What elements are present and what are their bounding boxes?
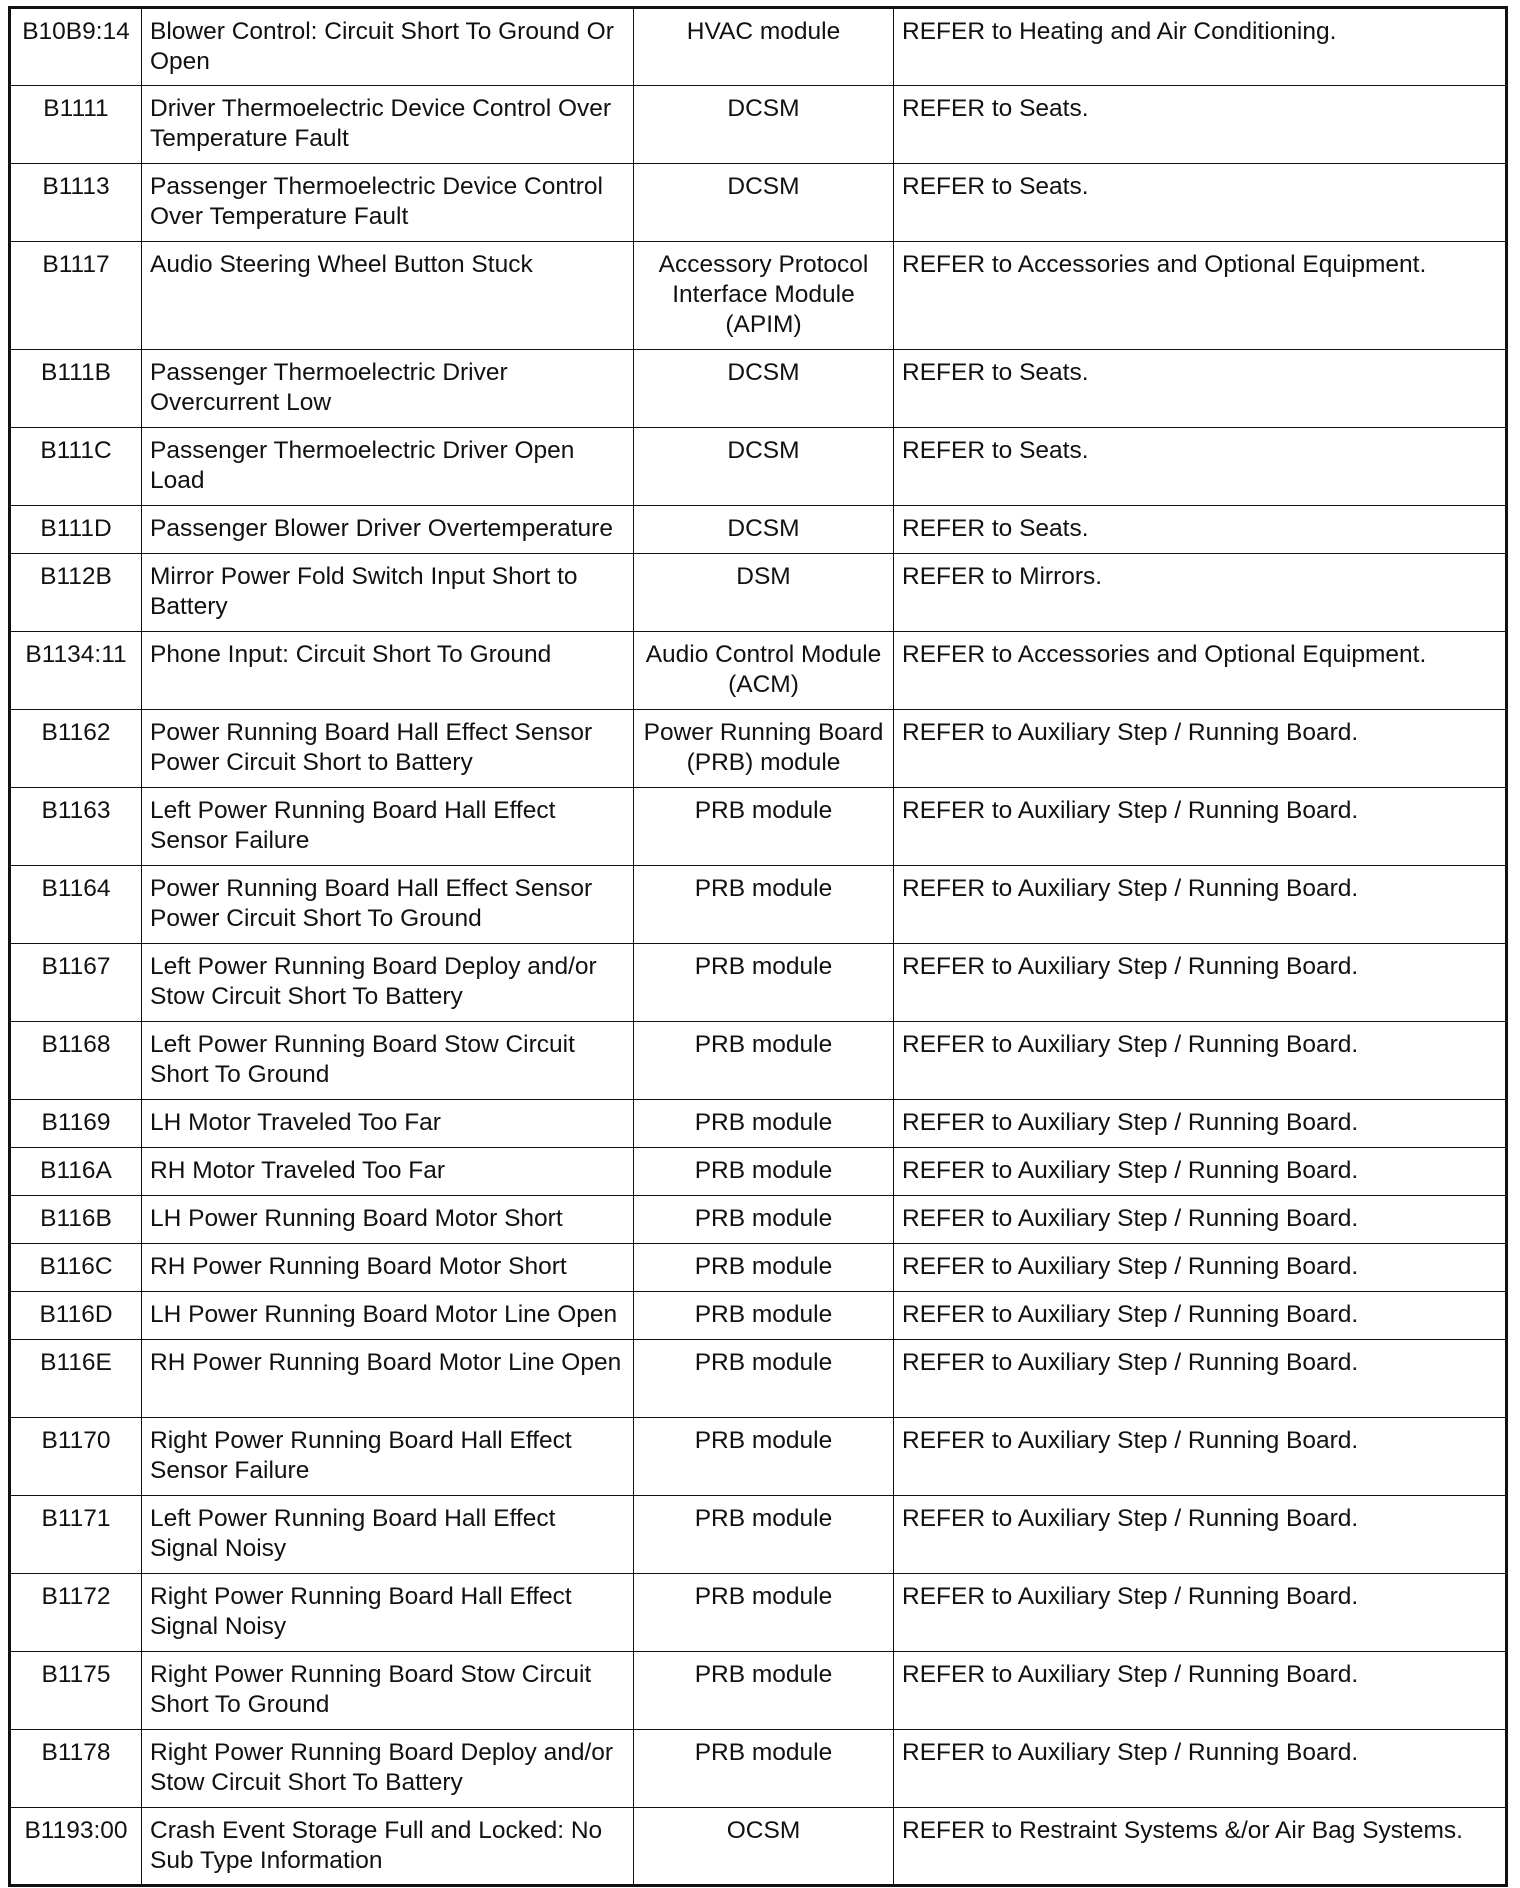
dtc-code-cell: B1163 bbox=[10, 788, 142, 866]
dtc-module-cell: PRB module bbox=[634, 1730, 894, 1808]
dtc-module-cell: PRB module bbox=[634, 1022, 894, 1100]
dtc-module-cell: PRB module bbox=[634, 1244, 894, 1292]
dtc-module-cell: Accessory Protocol Interface Module (APIM) bbox=[634, 242, 894, 350]
dtc-action-cell: REFER to Auxiliary Step / Running Board. bbox=[894, 788, 1507, 866]
dtc-module-cell: PRB module bbox=[634, 1196, 894, 1244]
dtc-action-cell: REFER to Auxiliary Step / Running Board. bbox=[894, 1340, 1507, 1418]
table-row bbox=[10, 1496, 1507, 1574]
dtc-action-cell: REFER to Auxiliary Step / Running Board. bbox=[894, 1418, 1507, 1496]
table-row bbox=[10, 1244, 1507, 1292]
dtc-action-cell: REFER to Auxiliary Step / Running Board. bbox=[894, 1292, 1507, 1340]
dtc-module-cell: DCSM bbox=[634, 86, 894, 164]
table-row bbox=[10, 1340, 1507, 1418]
table-row bbox=[10, 710, 1507, 788]
dtc-action-cell: REFER to Accessories and Optional Equipment. bbox=[894, 242, 1507, 350]
table-row bbox=[10, 1148, 1507, 1196]
dtc-action-cell: REFER to Auxiliary Step / Running Board. bbox=[894, 944, 1507, 1022]
dtc-action-cell: REFER to Seats. bbox=[894, 506, 1507, 554]
dtc-description-cell: LH Motor Traveled Too Far bbox=[142, 1100, 634, 1148]
dtc-description-cell: Phone Input: Circuit Short To Ground bbox=[142, 632, 634, 710]
dtc-code-cell: B111D bbox=[10, 506, 142, 554]
dtc-code-cell: B116B bbox=[10, 1196, 142, 1244]
dtc-module-cell: OCSM bbox=[634, 1808, 894, 1886]
dtc-code-cell: B1168 bbox=[10, 1022, 142, 1100]
dtc-module-cell: PRB module bbox=[634, 1574, 894, 1652]
dtc-action-cell: REFER to Auxiliary Step / Running Board. bbox=[894, 1574, 1507, 1652]
dtc-code-cell: B1117 bbox=[10, 242, 142, 350]
dtc-action-cell: REFER to Mirrors. bbox=[894, 554, 1507, 632]
dtc-module-cell: DCSM bbox=[634, 164, 894, 242]
dtc-description-cell: Left Power Running Board Hall Effect Sensor Failure bbox=[142, 788, 634, 866]
dtc-code-cell: B116E bbox=[10, 1340, 142, 1418]
dtc-description-cell: Left Power Running Board Hall Effect Signal Noisy bbox=[142, 1496, 634, 1574]
dtc-code-cell: B1134:11 bbox=[10, 632, 142, 710]
dtc-module-cell: HVAC module bbox=[634, 8, 894, 86]
dtc-action-cell: REFER to Accessories and Optional Equipment. bbox=[894, 632, 1507, 710]
table-row bbox=[10, 1808, 1507, 1886]
dtc-code-cell: B1167 bbox=[10, 944, 142, 1022]
table-row bbox=[10, 866, 1507, 944]
dtc-code-cell: B1178 bbox=[10, 1730, 142, 1808]
table-row bbox=[10, 1574, 1507, 1652]
dtc-action-cell: REFER to Auxiliary Step / Running Board. bbox=[894, 1652, 1507, 1730]
dtc-description-cell: Right Power Running Board Stow Circuit Short To Ground bbox=[142, 1652, 634, 1730]
dtc-description-cell: Right Power Running Board Hall Effect Sensor Failure bbox=[142, 1418, 634, 1496]
dtc-description-cell: Passenger Blower Driver Overtemperature bbox=[142, 506, 634, 554]
table-row bbox=[10, 1196, 1507, 1244]
dtc-description-cell: Driver Thermoelectric Device Control Over Temperature Fault bbox=[142, 86, 634, 164]
dtc-code-cell: B1175 bbox=[10, 1652, 142, 1730]
dtc-code-cell: B1172 bbox=[10, 1574, 142, 1652]
table-row bbox=[10, 788, 1507, 866]
table-row bbox=[10, 1022, 1507, 1100]
dtc-action-cell: REFER to Seats. bbox=[894, 428, 1507, 506]
dtc-code-cell: B1111 bbox=[10, 86, 142, 164]
dtc-code-cell: B1171 bbox=[10, 1496, 142, 1574]
dtc-description-cell: Crash Event Storage Full and Locked: No Sub Type Information bbox=[142, 1808, 634, 1886]
dtc-action-cell: REFER to Auxiliary Step / Running Board. bbox=[894, 1730, 1507, 1808]
dtc-description-cell: LH Power Running Board Motor Short bbox=[142, 1196, 634, 1244]
dtc-description-cell: Right Power Running Board Hall Effect Signal Noisy bbox=[142, 1574, 634, 1652]
table-row bbox=[10, 1100, 1507, 1148]
dtc-description-cell: Passenger Thermoelectric Device Control Over Temperature Fault bbox=[142, 164, 634, 242]
dtc-description-cell: Passenger Thermoelectric Driver Overcurrent Low bbox=[142, 350, 634, 428]
dtc-code-cell: B1164 bbox=[10, 866, 142, 944]
table-row bbox=[10, 350, 1507, 428]
dtc-module-cell: PRB module bbox=[634, 1148, 894, 1196]
dtc-table-body bbox=[10, 8, 1507, 1886]
dtc-description-cell: Right Power Running Board Deploy and/or Stow Circuit Short To Battery bbox=[142, 1730, 634, 1808]
dtc-module-cell: DSM bbox=[634, 554, 894, 632]
dtc-description-cell: LH Power Running Board Motor Line Open bbox=[142, 1292, 634, 1340]
dtc-code-cell: B1162 bbox=[10, 710, 142, 788]
dtc-action-cell: REFER to Auxiliary Step / Running Board. bbox=[894, 1496, 1507, 1574]
dtc-description-cell: RH Motor Traveled Too Far bbox=[142, 1148, 634, 1196]
table-row bbox=[10, 1730, 1507, 1808]
dtc-code-cell: B111B bbox=[10, 350, 142, 428]
dtc-code-cell: B1193:00 bbox=[10, 1808, 142, 1886]
table-row bbox=[10, 632, 1507, 710]
dtc-code-cell: B116C bbox=[10, 1244, 142, 1292]
dtc-module-cell: PRB module bbox=[634, 1292, 894, 1340]
dtc-description-cell: RH Power Running Board Motor Short bbox=[142, 1244, 634, 1292]
table-row bbox=[10, 164, 1507, 242]
dtc-module-cell: Power Running Board (PRB) module bbox=[634, 710, 894, 788]
dtc-module-cell: DCSM bbox=[634, 428, 894, 506]
dtc-module-cell: DCSM bbox=[634, 350, 894, 428]
dtc-module-cell: PRB module bbox=[634, 1418, 894, 1496]
table-row bbox=[10, 428, 1507, 506]
dtc-action-cell: REFER to Auxiliary Step / Running Board. bbox=[894, 1244, 1507, 1292]
dtc-module-cell: DCSM bbox=[634, 506, 894, 554]
table-row bbox=[10, 1418, 1507, 1496]
dtc-code-cell: B10B9:14 bbox=[10, 8, 142, 86]
dtc-description-cell: Left Power Running Board Deploy and/or Stow Circuit Short To Battery bbox=[142, 944, 634, 1022]
dtc-action-cell: REFER to Auxiliary Step / Running Board. bbox=[894, 1022, 1507, 1100]
dtc-description-cell: RH Power Running Board Motor Line Open bbox=[142, 1340, 634, 1418]
dtc-description-cell: Left Power Running Board Stow Circuit Short To Ground bbox=[142, 1022, 634, 1100]
table-row bbox=[10, 944, 1507, 1022]
dtc-action-cell: REFER to Auxiliary Step / Running Board. bbox=[894, 1100, 1507, 1148]
dtc-action-cell: REFER to Heating and Air Conditioning. bbox=[894, 8, 1507, 86]
table-row bbox=[10, 1292, 1507, 1340]
table-row bbox=[10, 86, 1507, 164]
dtc-code-cell: B116D bbox=[10, 1292, 142, 1340]
dtc-code-cell: B1113 bbox=[10, 164, 142, 242]
dtc-action-cell: REFER to Seats. bbox=[894, 164, 1507, 242]
dtc-code-cell: B1169 bbox=[10, 1100, 142, 1148]
dtc-module-cell: PRB module bbox=[634, 1652, 894, 1730]
dtc-module-cell: Audio Control Module (ACM) bbox=[634, 632, 894, 710]
dtc-action-cell: REFER to Auxiliary Step / Running Board. bbox=[894, 1196, 1507, 1244]
table-row bbox=[10, 554, 1507, 632]
dtc-description-cell: Passenger Thermoelectric Driver Open Load bbox=[142, 428, 634, 506]
table-row bbox=[10, 242, 1507, 350]
dtc-description-cell: Power Running Board Hall Effect Sensor Power Circuit Short To Ground bbox=[142, 866, 634, 944]
dtc-action-cell: REFER to Restraint Systems &/or Air Bag Systems. bbox=[894, 1808, 1507, 1886]
dtc-module-cell: PRB module bbox=[634, 788, 894, 866]
dtc-code-cell: B116A bbox=[10, 1148, 142, 1196]
dtc-action-cell: REFER to Seats. bbox=[894, 86, 1507, 164]
dtc-action-cell: REFER to Seats. bbox=[894, 350, 1507, 428]
dtc-action-cell: REFER to Auxiliary Step / Running Board. bbox=[894, 1148, 1507, 1196]
dtc-description-cell: Audio Steering Wheel Button Stuck bbox=[142, 242, 634, 350]
dtc-module-cell: PRB module bbox=[634, 866, 894, 944]
dtc-code-cell: B1170 bbox=[10, 1418, 142, 1496]
dtc-module-cell: PRB module bbox=[634, 1496, 894, 1574]
dtc-module-cell: PRB module bbox=[634, 944, 894, 1022]
dtc-code-cell: B112B bbox=[10, 554, 142, 632]
dtc-description-cell: Mirror Power Fold Switch Input Short to Battery bbox=[142, 554, 634, 632]
dtc-description-cell: Power Running Board Hall Effect Sensor Power Circuit Short to Battery bbox=[142, 710, 634, 788]
dtc-module-cell: PRB module bbox=[634, 1340, 894, 1418]
dtc-action-cell: REFER to Auxiliary Step / Running Board. bbox=[894, 866, 1507, 944]
dtc-description-cell: Blower Control: Circuit Short To Ground Or Open bbox=[142, 8, 634, 86]
dtc-module-cell: PRB module bbox=[634, 1100, 894, 1148]
table-row bbox=[10, 1652, 1507, 1730]
table-row bbox=[10, 506, 1507, 554]
dtc-action-cell: REFER to Auxiliary Step / Running Board. bbox=[894, 710, 1507, 788]
dtc-table bbox=[8, 6, 1508, 1887]
table-row bbox=[10, 8, 1507, 86]
dtc-code-cell: B111C bbox=[10, 428, 142, 506]
